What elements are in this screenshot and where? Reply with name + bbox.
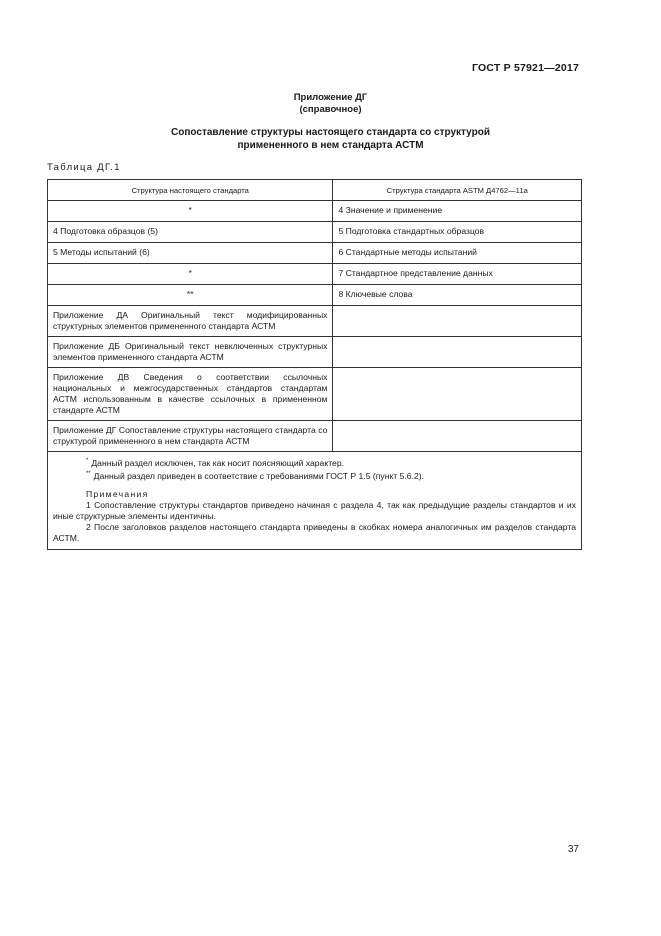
table-row <box>48 306 582 337</box>
row-right-cell: 4 Значение и применение <box>338 205 443 215</box>
comparison-table <box>47 179 582 550</box>
row-right-cell: 7 Стандартное представление данных <box>338 268 493 278</box>
row-right-cell <box>333 306 581 314</box>
row-left-cell: ** <box>186 289 194 299</box>
row-right-cell <box>333 368 581 376</box>
header-left: Структура настоящего стандарта <box>48 180 333 201</box>
header-right: Структура стандарта ASTM Д4762—11а <box>333 180 582 201</box>
note-1: 1 Сопоставление структуры стандартов приведено начиная с раздела 4, так как предыдущие разделы стандартов и их иные структурные элементы идентичны. <box>53 500 576 521</box>
main-title-line-2: примененного в нем стандарта АСТМ <box>237 140 424 151</box>
table-notes-row <box>48 452 582 550</box>
row-left-cell: Приложение ДА Оригинальный текст модифицированных структурных элементов примененного стандарта АСТМ <box>53 310 328 331</box>
row-right-cell: 5 Подготовка стандартных образцов <box>338 226 485 236</box>
row-left-cell: Приложение ДБ Оригинальный текст невключенных структурных элементов примененного стандарта АСТМ <box>53 341 328 362</box>
notes-heading: Примечания <box>86 489 149 499</box>
footnote-2-text: Данный раздел приведен в соответствие с требованиями ГОСТ Р 1.5 (пункт 5.6.2). <box>93 471 424 481</box>
footnote-1-text: Данный раздел исключен, так как носит поясняющий характер. <box>91 458 344 468</box>
table-row <box>48 243 582 264</box>
table-row <box>48 285 582 306</box>
main-title-line-1: Сопоставление структуры настоящего стандарта со структурой <box>171 127 490 138</box>
appendix-subtitle: (справочное) <box>299 104 362 115</box>
row-right-cell <box>333 337 581 345</box>
main-title <box>0 126 661 152</box>
footnote-2 <box>53 469 576 482</box>
table-row <box>48 264 582 285</box>
page-number: 37 <box>567 844 579 855</box>
table-row <box>48 222 582 243</box>
row-left-cell: 4 Подготовка образцов (5) <box>53 226 158 236</box>
row-right-cell: 8 Ключевые слова <box>338 289 413 299</box>
appendix-title: Приложение ДГ <box>293 92 368 103</box>
row-right-cell <box>333 421 581 429</box>
row-left-cell: Приложение ДГ Сопоставление структуры настоящего стандарта со структурой примененного в нем стандарта АСТМ <box>53 425 328 446</box>
row-left-cell: * <box>188 268 192 278</box>
standard-code: ГОСТ Р 57921—2017 <box>471 62 579 74</box>
row-right-cell: 6 Стандартные методы испытаний <box>338 247 477 257</box>
footnote-1-mark: * <box>86 458 89 464</box>
table-row <box>48 368 582 421</box>
footnote-1 <box>53 456 576 469</box>
note-2: 2 После заголовков разделов настоящего стандарта приведены в скобках номера аналогичных им разделов стандарта АСТМ. <box>53 522 576 543</box>
table-header-row <box>48 180 582 201</box>
table-notes <box>48 452 581 549</box>
table-row <box>48 421 582 452</box>
row-left-cell: Приложение ДВ Сведения о соответствии ссылочных национальных и межгосударственных стандартов стандартам АСТМ использованным в качестве ссылочных в примененном стандарте АСТМ <box>53 372 328 415</box>
row-left-cell: * <box>188 205 192 215</box>
table-caption: Таблица ДГ.1 <box>47 162 121 173</box>
row-left-cell: 5 Методы испытаний (6) <box>53 247 150 257</box>
table-row <box>48 337 582 368</box>
footnote-2-mark: ** <box>86 471 91 477</box>
table-row <box>48 201 582 222</box>
